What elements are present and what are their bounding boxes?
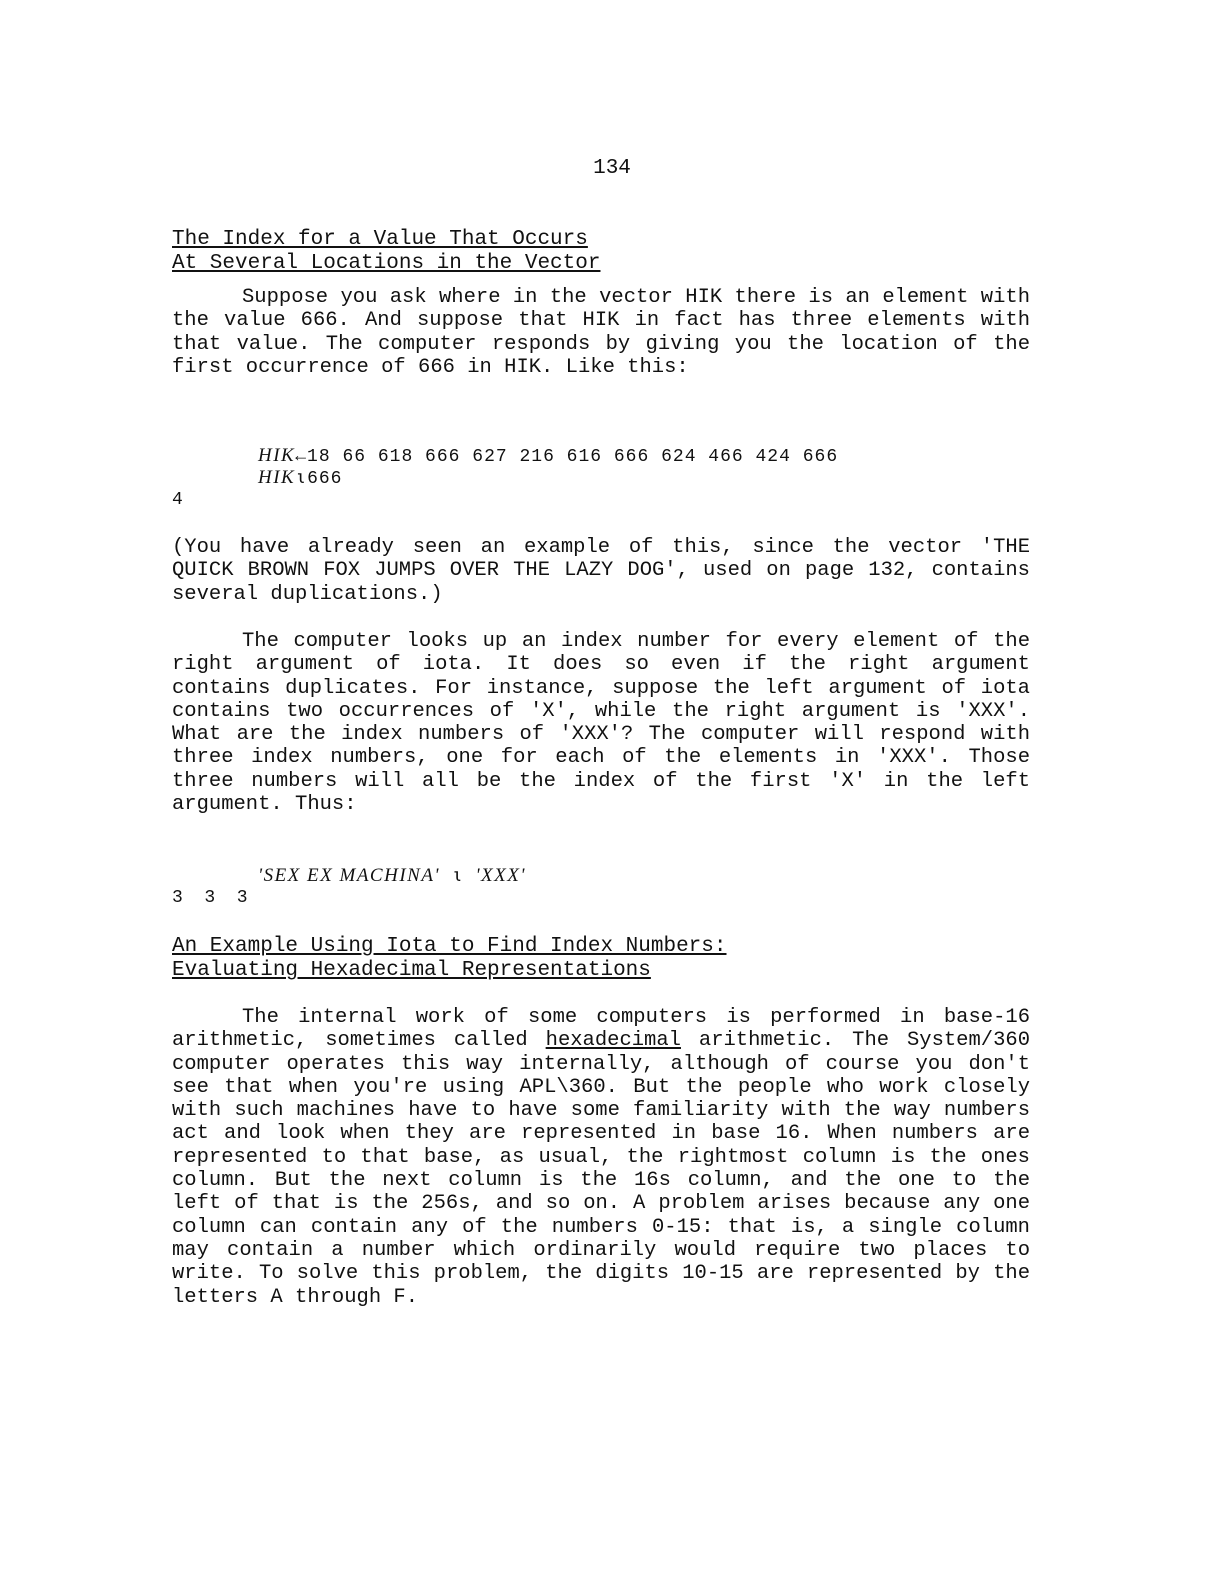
- code-variable: HIK: [258, 467, 296, 488]
- heading-line-1: The Index for a Value That Occurs: [172, 228, 588, 251]
- para-text-end: arithmetic. The System/360 computer operates this way internally, although of course you don't see that when you're using APL\360. But the people who work closely with such machines have to have some familiarity with the way numbers act and look when they are represented in base 16. When numbers are represented to that base, as usual, the rightmost column is the ones column. But the next column is the 16s column, and the one to the left of that is the 256s, and so on. A problem arises because any one column can contain any of the numbers 0-15: that is, a single column may contain a number which ordinarily would require two places to write. To solve this problem, the digits 10-15 are represented by the letters A through F.: [172, 1029, 1030, 1309]
- code-left-argument: 'SEX EX MACHINA': [258, 865, 440, 886]
- section-heading-index-occurs: [172, 228, 600, 276]
- term-hexadecimal: hexadecimal: [545, 1029, 681, 1053]
- code-line-hik-iota: [258, 466, 342, 491]
- code-expression: ←18 66 618 666 627 216 616 666 624 466 424 666: [295, 447, 839, 467]
- paragraph-quick-brown-fox: (You have already seen an example of this, since the vector 'THE QUICK BROWN FOX JUMPS OVER THE LAZY DOG', used on page 132, contains several duplications.): [172, 536, 1030, 606]
- code-right-argument: 'XXX': [475, 865, 526, 886]
- paragraph-hik-example: Suppose you ask where in the vector HIK there is an element with the value 666. And suppose that HIK in fact has three elements with that value. The computer responds by giving you the location of the first occurrence of 666 in HIK. Like this:: [172, 286, 1030, 379]
- code-line-hik-assign: [258, 444, 838, 469]
- code-expression: ⍳666: [295, 469, 343, 489]
- code-variable: HIK: [258, 445, 296, 466]
- code-iota-operator: ⍳: [439, 867, 476, 887]
- heading-line-1: An Example Using Iota to Find Index Numbers:: [172, 935, 727, 958]
- heading-line-2: Evaluating Hexadecimal Representations: [172, 959, 651, 982]
- paragraph-iota-duplicates: The computer looks up an index number for every element of the right argument of iota. It does so even if the right argument contains duplicates. For instance, suppose the left argument of iota contains two occurrences of 'X', while the right argument is 'XXX'. What are the index numbers of 'XXX'? The computer will respond with three index numbers, one for each of the elements in 'XXX'. Those three numbers will all be the index of the first 'X' in the left argument. Thus:: [172, 630, 1030, 817]
- code-output-2: 3 3 3: [172, 888, 248, 908]
- para-text-start: The internal work of some computers is performed in base-16 arithmetic, sometimes called: [172, 1006, 1030, 1053]
- page-number: 134: [593, 157, 631, 180]
- heading-line-2: At Several Locations in the Vector: [172, 252, 601, 275]
- code-line-sex-ex-machina: [258, 864, 526, 889]
- code-output-1: 4: [172, 490, 183, 510]
- section-heading-hexadecimal: [172, 935, 727, 983]
- paragraph-hexadecimal: [172, 1006, 1030, 1309]
